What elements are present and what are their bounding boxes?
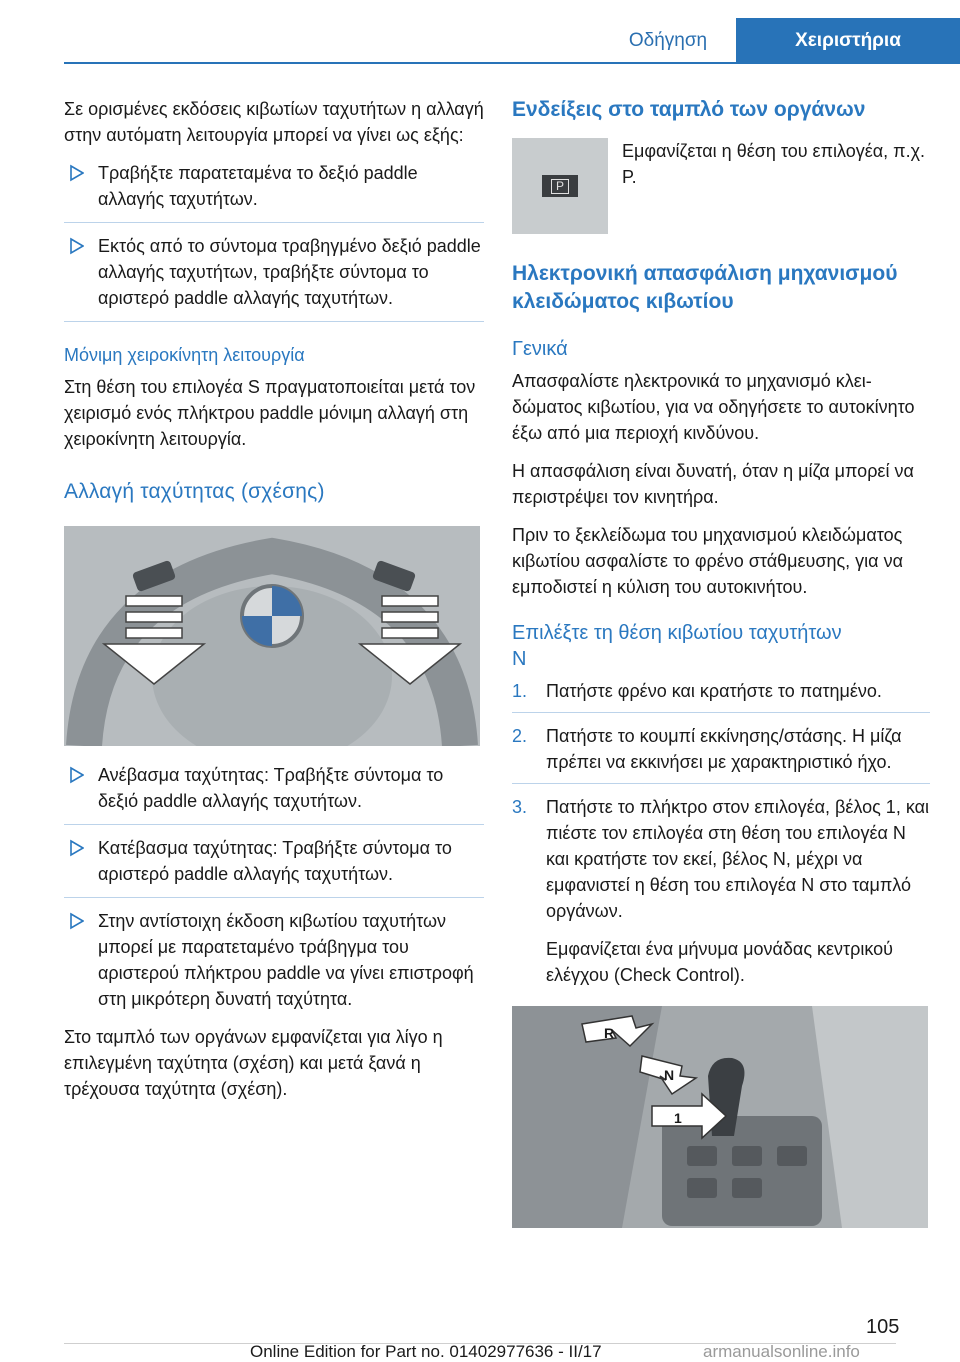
step-item — [512, 723, 930, 784]
tab-driving[interactable]: Οδήγηση — [600, 18, 736, 64]
step-item — [512, 678, 930, 713]
unlock-heading: Ηλεκτρονική απασφάλιση μηχανισμού κλειδώματος κιβωτίου — [512, 262, 898, 313]
watermark: armanualsonline.info — [703, 1342, 860, 1361]
shifter-label-n: N — [664, 1067, 675, 1083]
step-text: Πατήστε το πλήκτρο στον επιλογέα, βέλος 1, και πιέστε τον επιλογέα στη θέση του επιλογέα N και κρατήστε τον εκεί, βέλος N, μέχρι να εμφανιστεί η θέση του επιλογέα N στο ταμπλό οργάνων. — [546, 797, 930, 921]
closing-paragraph: Στο ταμπλό των οργάνων εμφανίζεται για λίγο η επιλεγμένη ταχύτητα (σχέση) και μετά ξανά η τρέχουσα ταχύτητα (σχέση). — [64, 1027, 443, 1099]
page-number: 105 — [866, 1316, 900, 1338]
triangle-bullet-icon — [70, 912, 84, 930]
triangle-bullet-icon — [70, 237, 84, 255]
shifter-label-1: 1 — [674, 1110, 682, 1126]
list-item-text: Στην αντίστοιχη έκδοση κιβωτίου ταχυτήτων μπορεί με παρατεταμένο τράβηγμα του αριστερού πλήκτρου paddle να γίνει επιστροφή στη μικρότερη δυνατή ταχύτητα. — [98, 911, 474, 1009]
step-number: 3. — [512, 797, 528, 817]
list-item — [64, 233, 484, 322]
triangle-bullet-icon — [70, 164, 84, 182]
gear-display-symbol: P — [551, 179, 569, 194]
general-paragraph-2: Η απασφάλιση είναι δυνατή, όταν η μίζα μπορεί να περιστρέψει τον κινητήρα. — [512, 461, 914, 507]
manual-mode-heading: Μόνιμη χειροκίνητη λειτουργία — [64, 345, 305, 365]
list-item-text: Τραβήξτε παρατεταμένα το δεξιό paddle αλλαγής ταχυτήτων. — [98, 163, 418, 209]
indicator-heading: Ενδείξεις στο ταμπλό των οργάνων — [512, 98, 866, 121]
edition-note: Online Edition for Part no. 01402977636 - II/17 — [250, 1342, 602, 1361]
indicator-image — [512, 138, 608, 234]
triangle-bullet-icon — [70, 766, 84, 784]
list-item-text: Εκτός από το σύντομα τραβηγμένο δεξιό paddle αλλαγής ταχυτήτων, τραβήξτε σύντομα το αριστερό paddle αλλαγής ταχυτήτων. — [98, 236, 481, 308]
steering-wheel-illustration — [64, 526, 480, 746]
left-column — [64, 96, 484, 1114]
step-text: Πατήστε το κουμπί εκκίνησης/στάσης. Η μίζα πρέπει να εκκινήσει με χαρακτηριστικό ήχο. — [546, 726, 902, 772]
step-text: Πατήστε φρένο και κρατήστε το πατημένο. — [546, 681, 882, 701]
general-paragraph-1: Απασφαλίστε ηλεκτρονικά το μηχανισμό κλειδώματος κιβωτίου, για να οδηγήσετε το αυτοκίνητο έξω από μια περιοχή κινδύνου. — [512, 371, 915, 443]
step-number: 2. — [512, 726, 528, 746]
shifter-label-r: R — [604, 1025, 615, 1041]
header-divider — [64, 62, 960, 64]
general-heading: Γενικά — [512, 338, 568, 360]
auto-mode-list — [64, 160, 484, 322]
list-item-text: Ανέβασμα ταχύτητας: Τραβήξτε σύντομα το δεξιό paddle αλλαγής ταχυτήτων. — [98, 765, 444, 811]
steps-list — [512, 678, 930, 996]
intro-paragraph: Σε ορισμένες εκδόσεις κιβωτίων ταχυτήτων η αλλαγή στην αυτόματη λειτουργία μπορεί να γίνει ως εξής: — [64, 99, 484, 145]
step-item — [512, 794, 930, 996]
step-note: Εμφανίζεται ένα μήνυμα μονάδας κεντρικού ελέγχου (Check Control). — [546, 939, 894, 985]
indicator-row — [512, 138, 930, 234]
list-item — [64, 908, 484, 1022]
gear-change-heading: Αλλαγή ταχύτητας (σχέσης) — [64, 480, 325, 503]
gear-shifter-illustration — [512, 1006, 928, 1228]
gear-change-list — [64, 762, 484, 1022]
gear-display — [542, 175, 578, 197]
select-n-heading: Επιλέξτε τη θέση κιβωτίου ταχυτήτων N — [512, 622, 842, 670]
indicator-paragraph: Εμφανίζεται η θέση του επιλογέα, π.χ. P. — [622, 141, 926, 187]
step-number: 1. — [512, 681, 528, 701]
list-item-text: Κατέβασμα ταχύτητας: Τραβήξτε σύντομα το αριστερό paddle αλλαγής ταχυτήτων. — [98, 838, 452, 884]
header-tabs — [600, 18, 960, 64]
tab-controls[interactable]: Χειριστήρια — [736, 18, 960, 64]
manual-mode-paragraph: Στη θέση του επιλογέα S πραγματοποιείται μετά τον χειρισμό ενός πλήκτρου paddle μόνιμη αλλαγή στη χειροκίνητη λειτουργία. — [64, 377, 476, 449]
general-paragraph-3: Πριν το ξεκλείδωμα του μηχανισμού κλειδώματος κιβωτίου ασφαλίστε το φρένο στάθμευσης, για να εμποδιστεί η κύλιση του αυτοκινήτου. — [512, 525, 903, 597]
list-item — [64, 835, 484, 898]
shifter-image — [512, 1006, 928, 1228]
list-item — [64, 160, 484, 223]
right-column — [512, 96, 930, 1228]
triangle-bullet-icon — [70, 839, 84, 857]
steering-wheel-image — [64, 526, 480, 746]
list-item — [64, 762, 484, 825]
